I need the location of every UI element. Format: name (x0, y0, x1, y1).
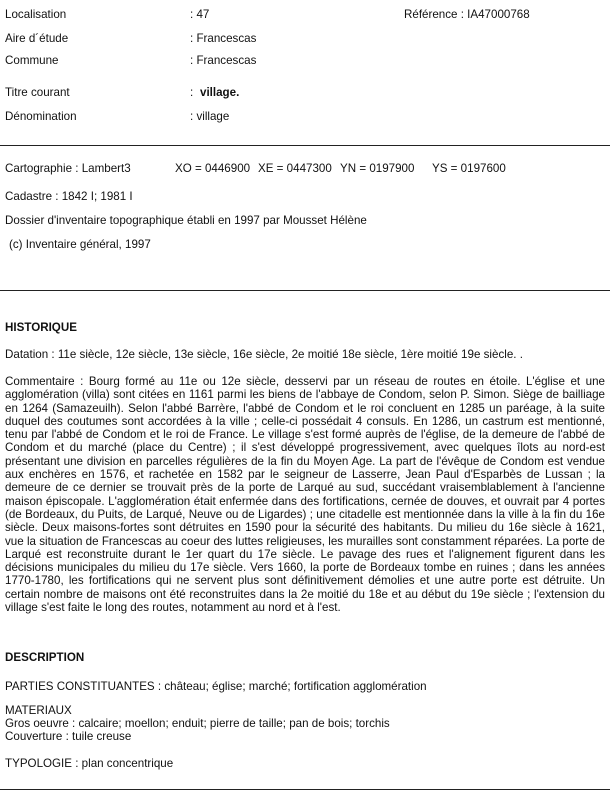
dossier-inventaire: Dossier d'inventaire topographique établi en 1997 par Mousset Hélène (5, 214, 367, 227)
denomination-label: Dénomination (5, 110, 77, 123)
copyright-line: (c) Inventaire général, 1997 (9, 238, 151, 251)
coord-ys: YS = 0197600 (432, 162, 506, 175)
materiaux-heading: MATERIAUX (5, 704, 72, 717)
description-heading: DESCRIPTION (5, 651, 85, 664)
denomination-value: : village (190, 110, 230, 123)
commune-value: : Francescas (190, 54, 257, 67)
cadastre: Cadastre : 1842 I; 1981 I (5, 190, 133, 203)
commune-label: Commune (5, 54, 59, 67)
datation-line: Datation : 11e siècle, 12e siècle, 13e siècle, 16e siècle, 2e moitié 18e siècle, 1ère moitié 19e siècle. . (5, 348, 523, 361)
couverture-line: Couverture : tuile creuse (5, 730, 132, 743)
divider-middle (0, 290, 610, 291)
localisation-label: Localisation (5, 8, 67, 21)
titre-courant-value: village. (200, 86, 240, 99)
divider-top (0, 145, 610, 146)
historique-heading: HISTORIQUE (5, 321, 77, 334)
titre-courant-label: Titre courant (5, 86, 70, 99)
typologie-line: TYPOLOGIE : plan concentrique (5, 757, 174, 770)
parties-constituantes: PARTIES CONSTITUANTES : château; église; marché; fortification agglomération (5, 680, 427, 693)
commentaire-paragraph: Commentaire : Bourg formé au 11e ou 12e siècle, desservi par un réseau de routes en étoile. L'église et une agglomération (villa) sont citées en 1161 parmi les biens de l'abbaye de Condom, selon P. Simon. Siège de bailliage en 1264 (Samazeuilh). Selon l'abbé Barrère, l'abbé de Condom et le roi concluent en 1285 un paréage, à la suite duquel des coutumes sont accordées à la ville ; celle-ci possédait 4 consuls. En 1286, un castrum est mentionné, tenu par l'abbé de Condom et le roi de France. Le village s'est formé auprès de l'église, de la demeure de l'abbé de Condom et du marché (place du Centre) ; il s'est développé progressivement, avec quelques îlots au nord-est présentant une division en parcelles régulières de la fin du Moyen Age. La part de l'évêque de Condom est vendue aux enchères en 1576, et rachetée en 1582 par le seigneur de Lasserre, Jean Paul d'Esparbès de Lussan ; la demeure de ce dernier se trouvait près de la porte de Larqué au sud, succédant vraisemblablement à l'ancienne maison épiscopale. L'agglomération était enfermée dans des fortifications, cernée de douves, et ouvrait par 4 portes (de Bordeaux, du Puits, de Larqué, Neuve ou de Ligardes) ; une citadelle est mentionnée dans la ville à la fin du 16e siècle. Deux maisons-fortes sont détruites en 1590 pour la sécurité des habitants. Du milieu du 16e siècle à 1621, vue la situation de Francescas au coeur des luttes religieuses, les murailles sont constamment réparées. La porte de Larqué est reconstruite durant le 1er quart du 17e siècle. Le pavage des rues et l'alignement figurent dans les décisions municipales du milieu du 17e siècle. Vers 1660, la porte de Bordeaux tombe en ruines ; dans les années 1770-1780, les fortifications qui ne servent plus sont définitivement démolies et une autre porte est détruite. Un certain nombre de maisons ont été reconstruites dans la 2e moitié du 18e et au début du 19e siècle ; l'extension du village s'est faite le long des routes, notamment au nord et à l'est. (5, 375, 605, 615)
coord-yn: YN = 0197900 (340, 162, 415, 175)
cartographie-label: Cartographie : Lambert3 (5, 162, 131, 175)
reference-number: Référence : IA47000768 (404, 8, 530, 21)
coord-xe: XE = 0447300 (258, 162, 332, 175)
coord-xo: XO = 0446900 (175, 162, 251, 175)
aire-etude-label: Aire d´étude (5, 32, 69, 45)
gros-oeuvre-line: Gros oeuvre : calcaire; moellon; enduit; pierre de taille; pan de bois; torchis (5, 717, 390, 730)
aire-etude-value: : Francescas (190, 32, 257, 45)
titre-courant-colon: : (190, 86, 194, 99)
localisation-value: : 47 (190, 8, 210, 21)
divider-bottom (0, 789, 610, 790)
